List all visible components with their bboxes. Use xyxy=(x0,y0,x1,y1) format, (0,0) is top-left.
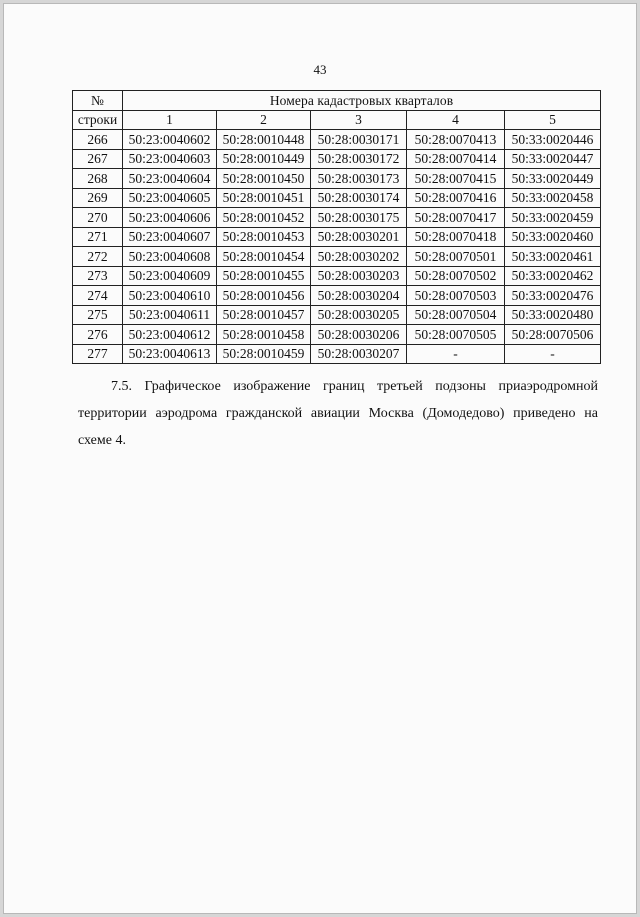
table-body xyxy=(73,130,601,364)
cadastral-number-cell: 50:28:0030171 xyxy=(311,130,407,150)
cadastral-number-cell: 50:33:0020459 xyxy=(505,208,601,228)
cadastral-number-cell: 50:28:0030201 xyxy=(311,227,407,247)
cadastral-number-cell: 50:28:0070504 xyxy=(407,305,505,325)
cadastral-number-cell: 50:23:0040604 xyxy=(123,169,217,189)
table-header-row xyxy=(73,91,601,111)
cadastral-number-cell: 50:33:0020462 xyxy=(505,266,601,286)
cadastral-number-cell: 50:33:0020476 xyxy=(505,286,601,306)
cadastral-number-cell: 50:33:0020449 xyxy=(505,169,601,189)
cadastral-number-cell: 50:28:0010455 xyxy=(217,266,311,286)
cadastral-number-cell: 50:28:0010456 xyxy=(217,286,311,306)
cadastral-number-cell: 50:28:0010450 xyxy=(217,169,311,189)
cadastral-number-cell: 50:28:0070417 xyxy=(407,208,505,228)
section-7-5-paragraph: 7.5. Графическое изображение границ третьей подзоны приаэродромной территории аэродрома гражданской авиации Москва (Домодедово) приведено на схеме 4. xyxy=(78,379,598,448)
cadastral-number-cell: 50:28:0010458 xyxy=(217,325,311,345)
cadastral-number-cell: 50:28:0070503 xyxy=(407,286,505,306)
cadastral-number-cell: 50:33:0020458 xyxy=(505,188,601,208)
row-number-cell: 274 xyxy=(73,286,123,306)
row-number-cell: 267 xyxy=(73,149,123,169)
row-number-cell: 268 xyxy=(73,169,123,189)
cadastral-number-cell: 50:28:0010452 xyxy=(217,208,311,228)
cadastral-number-cell: - xyxy=(407,344,505,364)
row-number-cell: 276 xyxy=(73,325,123,345)
cadastral-number-cell: 50:28:0030205 xyxy=(311,305,407,325)
cadastral-number-cell: 50:23:0040608 xyxy=(123,247,217,267)
row-number-cell: 272 xyxy=(73,247,123,267)
cadastral-number-cell: 50:28:0010453 xyxy=(217,227,311,247)
cadastral-number-cell: 50:28:0010448 xyxy=(217,130,311,150)
row-number-cell: 271 xyxy=(73,227,123,247)
cadastral-number-cell: 50:23:0040607 xyxy=(123,227,217,247)
cadastral-number-cell: 50:23:0040606 xyxy=(123,208,217,228)
page-number: 43 xyxy=(313,62,327,77)
cadastral-number-cell: 50:28:0070418 xyxy=(407,227,505,247)
cadastral-number-cell: 50:28:0010451 xyxy=(217,188,311,208)
table-row xyxy=(73,227,601,247)
table-row xyxy=(73,286,601,306)
cadastral-number-cell: - xyxy=(505,344,601,364)
cadastral-number-cell: 50:23:0040610 xyxy=(123,286,217,306)
table-row xyxy=(73,305,601,325)
column-number: 3 xyxy=(311,110,407,130)
row-number-header-line2: строки xyxy=(73,110,123,130)
cadastral-number-cell: 50:28:0010449 xyxy=(217,149,311,169)
cadastral-number-cell: 50:23:0040609 xyxy=(123,266,217,286)
row-number-cell: 277 xyxy=(73,344,123,364)
column-number: 2 xyxy=(217,110,311,130)
cadastral-number-cell: 50:28:0030202 xyxy=(311,247,407,267)
cadastral-number-cell: 50:33:0020480 xyxy=(505,305,601,325)
cadastral-numbers-header: Номера кадастровых кварталов xyxy=(123,91,601,111)
table-row xyxy=(73,130,601,150)
cadastral-number-cell: 50:28:0030207 xyxy=(311,344,407,364)
table-row xyxy=(73,208,601,228)
table-row xyxy=(73,266,601,286)
cadastral-number-cell: 50:28:0030204 xyxy=(311,286,407,306)
table-subheader-row xyxy=(73,110,601,130)
cadastral-number-cell: 50:33:0020461 xyxy=(505,247,601,267)
cadastral-number-cell: 50:28:0070505 xyxy=(407,325,505,345)
cadastral-number-cell: 50:23:0040605 xyxy=(123,188,217,208)
table-row xyxy=(73,169,601,189)
cadastral-number-cell: 50:23:0040611 xyxy=(123,305,217,325)
cadastral-number-cell: 50:28:0070414 xyxy=(407,149,505,169)
cadastral-number-cell: 50:33:0020446 xyxy=(505,130,601,150)
cadastral-number-cell: 50:28:0070501 xyxy=(407,247,505,267)
cadastral-number-cell: 50:28:0030172 xyxy=(311,149,407,169)
cadastral-number-cell: 50:23:0040602 xyxy=(123,130,217,150)
cadastral-number-cell: 50:28:0030174 xyxy=(311,188,407,208)
table-row xyxy=(73,344,601,364)
cadastral-number-cell: 50:28:0030203 xyxy=(311,266,407,286)
cadastral-number-cell: 50:23:0040613 xyxy=(123,344,217,364)
row-number-header: № xyxy=(73,91,123,111)
cadastral-number-cell: 50:28:0010457 xyxy=(217,305,311,325)
table-row xyxy=(73,247,601,267)
column-number: 4 xyxy=(407,110,505,130)
cadastral-number-cell: 50:28:0070413 xyxy=(407,130,505,150)
cadastral-quarters-table xyxy=(72,90,601,364)
cadastral-number-cell: 50:33:0020447 xyxy=(505,149,601,169)
cadastral-number-cell: 50:28:0070502 xyxy=(407,266,505,286)
cadastral-number-cell: 50:28:0070416 xyxy=(407,188,505,208)
cadastral-number-cell: 50:28:0030173 xyxy=(311,169,407,189)
row-number-cell: 266 xyxy=(73,130,123,150)
table-row xyxy=(73,188,601,208)
cadastral-number-cell: 50:23:0040612 xyxy=(123,325,217,345)
cadastral-number-cell: 50:28:0010454 xyxy=(217,247,311,267)
cadastral-number-cell: 50:28:0010459 xyxy=(217,344,311,364)
cadastral-number-cell: 50:28:0070415 xyxy=(407,169,505,189)
column-number: 5 xyxy=(505,110,601,130)
cadastral-number-cell: 50:28:0070506 xyxy=(505,325,601,345)
table-row xyxy=(73,325,601,345)
row-number-cell: 275 xyxy=(73,305,123,325)
cadastral-number-cell: 50:23:0040603 xyxy=(123,149,217,169)
document-page xyxy=(4,4,636,913)
column-number: 1 xyxy=(123,110,217,130)
row-number-cell: 270 xyxy=(73,208,123,228)
table-row xyxy=(73,149,601,169)
row-number-cell: 273 xyxy=(73,266,123,286)
cadastral-number-cell: 50:28:0030206 xyxy=(311,325,407,345)
row-number-cell: 269 xyxy=(73,188,123,208)
cadastral-number-cell: 50:28:0030175 xyxy=(311,208,407,228)
cadastral-number-cell: 50:33:0020460 xyxy=(505,227,601,247)
